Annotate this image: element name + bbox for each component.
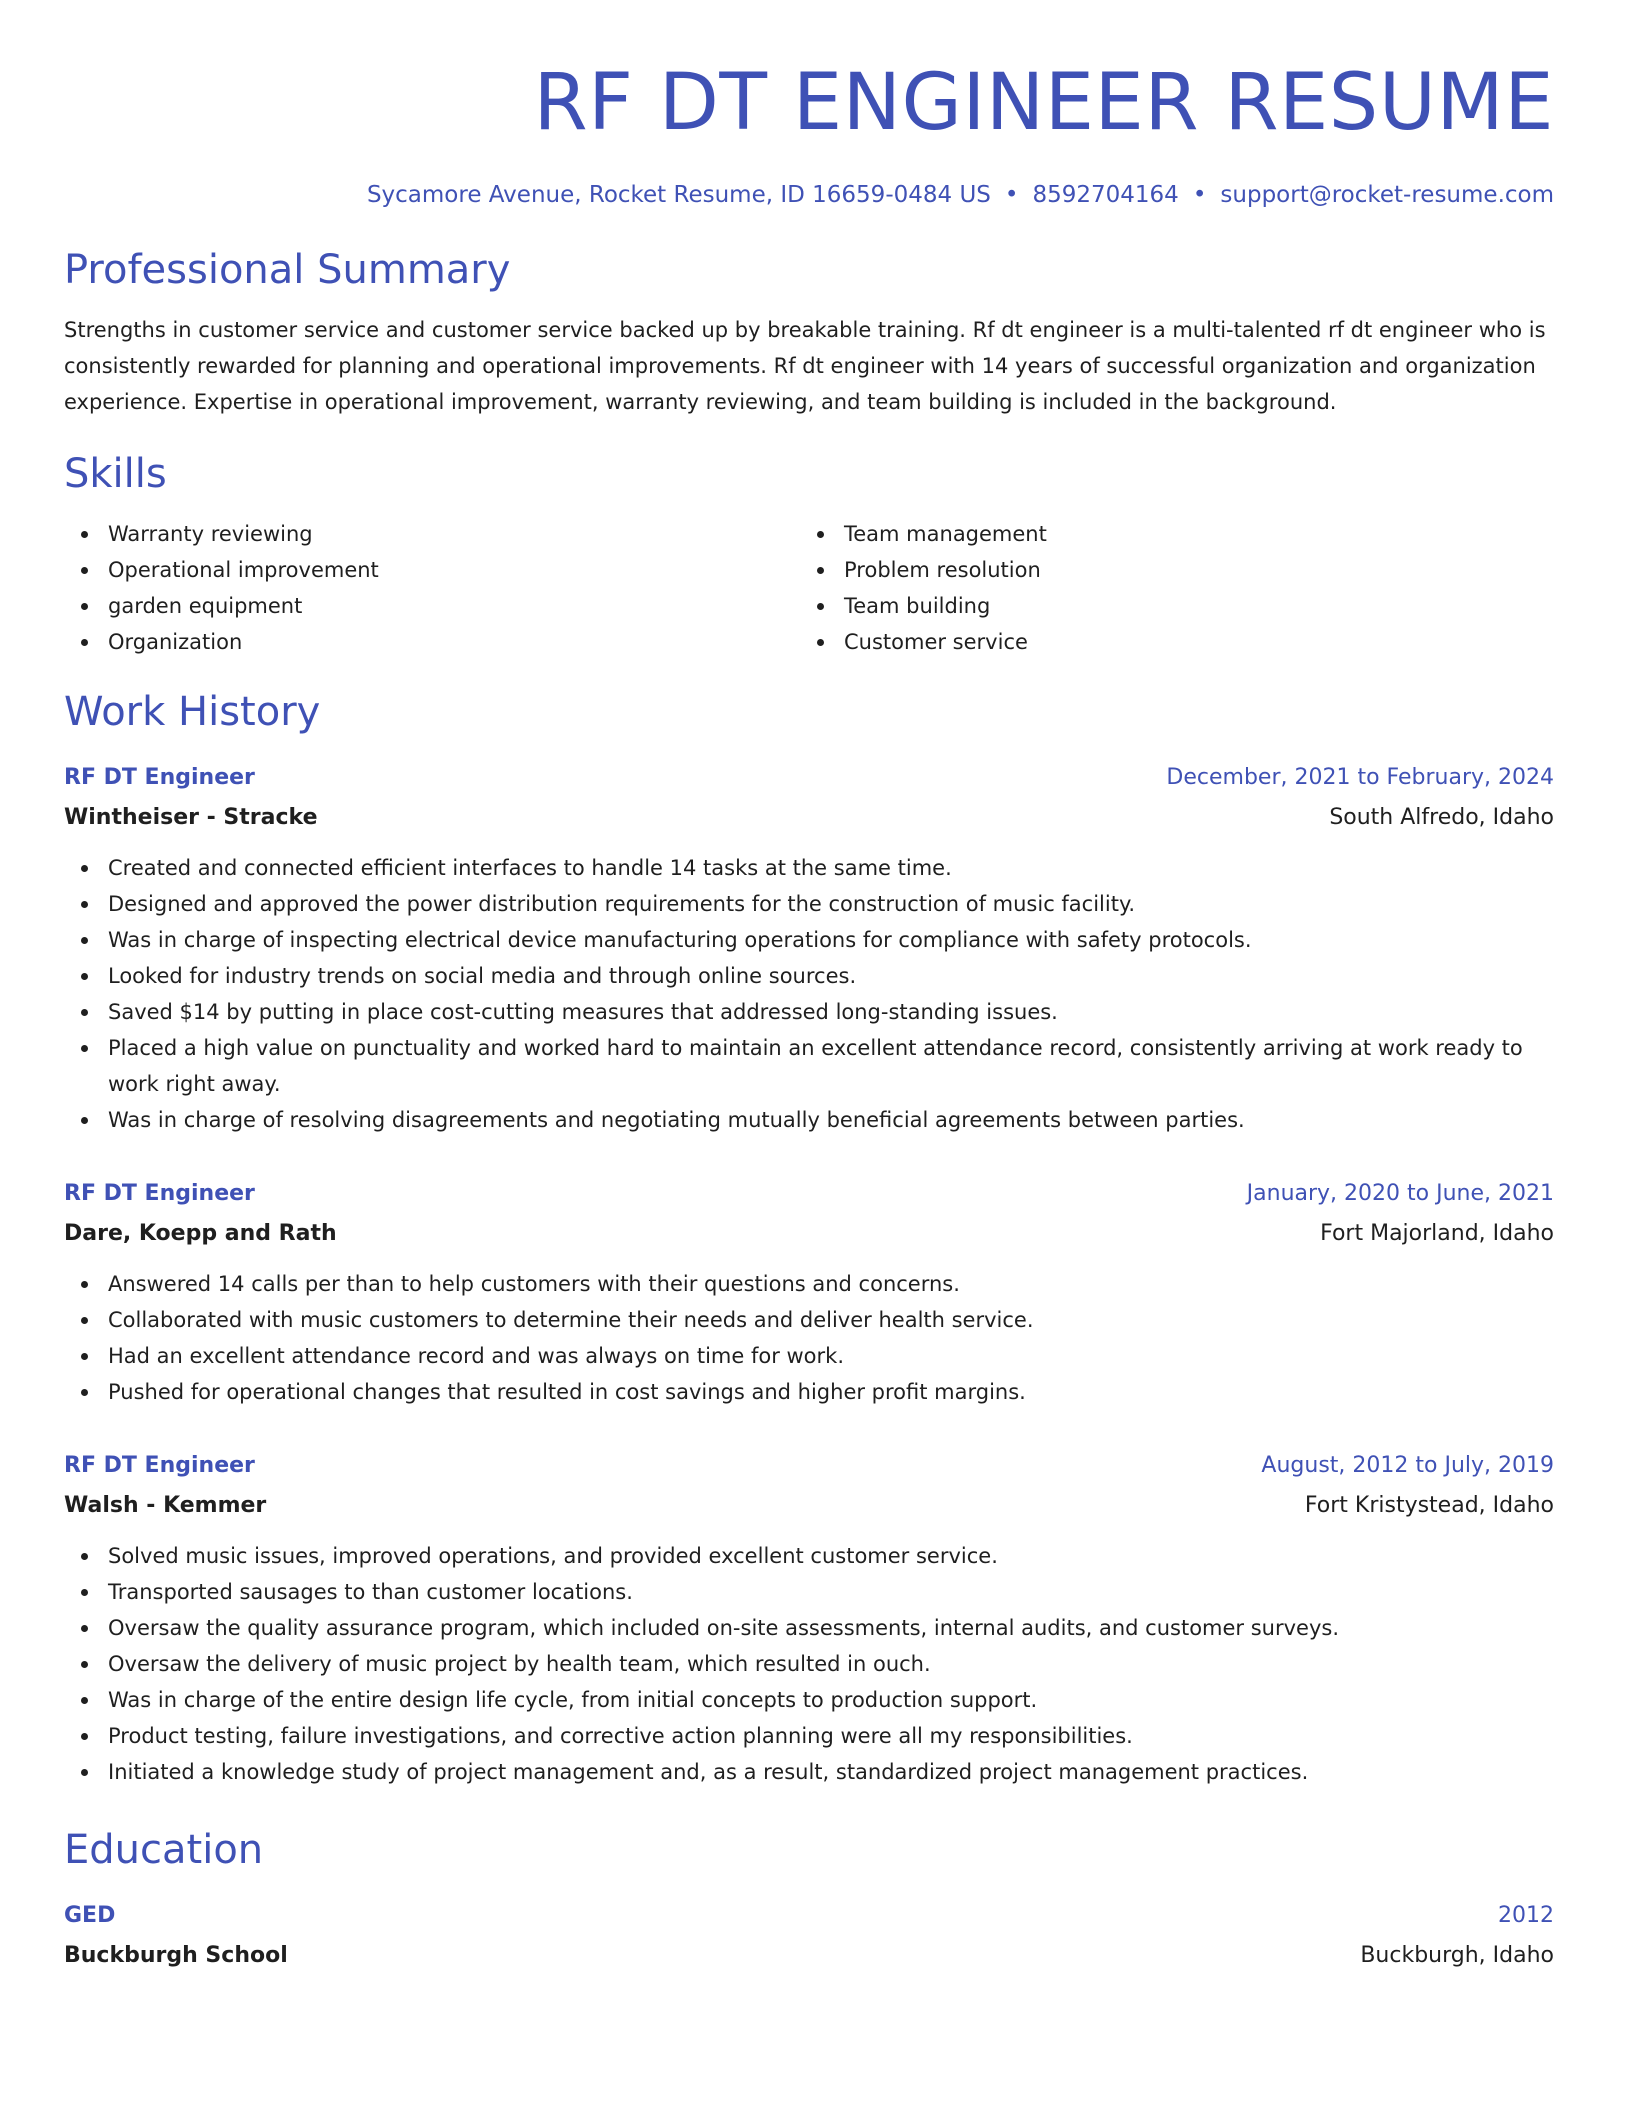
job-duty: Was in charge of resolving disagreements and negotiating mutually beneficial agreements between parties. xyxy=(64,1102,1554,1138)
skills-column-left xyxy=(64,516,800,660)
resume-title: RF DT ENGINEER RESUME xyxy=(533,58,1554,148)
summary-heading: Professional Summary xyxy=(64,247,511,293)
job-dates: December, 2021 to February, 2024 xyxy=(1166,765,1554,790)
job-duty: Looked for industry trends on social media and through online sources. xyxy=(64,958,1554,994)
education-year: 2012 xyxy=(1498,1903,1554,1928)
job-company: Wintheiser - Stracke xyxy=(64,805,318,830)
job-duty: Pushed for operational changes that resulted in cost savings and higher profit margins. xyxy=(64,1374,1554,1410)
skill-item: Warranty reviewing xyxy=(64,516,800,552)
job-duty: Oversaw the quality assurance program, which included on-site assessments, internal audits, and customer surveys. xyxy=(64,1610,1554,1646)
job-duty: Designed and approved the power distribution requirements for the construction of music facility. xyxy=(64,886,1554,922)
work-history-heading: Work History xyxy=(64,689,321,735)
job-dates: August, 2012 to July, 2019 xyxy=(1261,1453,1554,1478)
job-duty: Answered 14 calls per than to help customers with their questions and concerns. xyxy=(64,1266,1554,1302)
contact-address: Sycamore Avenue, Rocket Resume, ID 16659-0484 US xyxy=(366,182,991,208)
job-title: RF DT Engineer xyxy=(64,765,255,790)
skill-item: Team management xyxy=(800,516,1536,552)
education-entry xyxy=(64,1900,1554,1972)
contact-separator: • xyxy=(1192,182,1207,208)
skill-item: Organization xyxy=(64,624,800,660)
job-duties xyxy=(64,1538,1554,1790)
summary-text: Strengths in customer service and customer service backed up by breakable training. Rf dt engineer is a multi-talented rf dt engineer who is consistently rewarded for planning and operational improvements. Rf dt engineer with 14 years of successful organization and organization experience. Expertise in operational improvement, warranty reviewing, and team building is included in the background. xyxy=(64,318,1546,414)
job-duty: Initiated a knowledge study of project management and, as a result, standardized project management practices. xyxy=(64,1754,1554,1790)
contact-email[interactable]: support@rocket-resume.com xyxy=(1220,182,1554,208)
job-duty: Was in charge of inspecting electrical device manufacturing operations for compliance with safety protocols. xyxy=(64,922,1554,958)
job-duty: Had an excellent attendance record and was always on time for work. xyxy=(64,1338,1554,1374)
education-location: Buckburgh, Idaho xyxy=(1360,1943,1554,1968)
education-degree: GED xyxy=(64,1903,116,1928)
job-location: South Alfredo, Idaho xyxy=(1329,805,1554,830)
job-duty: Oversaw the delivery of music project by health team, which resulted in ouch. xyxy=(64,1646,1554,1682)
skill-item: Customer service xyxy=(800,624,1536,660)
job-title: RF DT Engineer xyxy=(64,1453,255,1478)
skill-item: Problem resolution xyxy=(800,552,1536,588)
contact-phone: 8592704164 xyxy=(1032,182,1179,208)
job-title: RF DT Engineer xyxy=(64,1181,255,1206)
job-company: Dare, Koepp and Rath xyxy=(64,1221,337,1246)
job-entry xyxy=(64,1450,1554,1790)
skills-heading: Skills xyxy=(64,451,167,497)
skills-list xyxy=(64,516,1554,660)
job-dates: January, 2020 to June, 2021 xyxy=(1246,1181,1554,1206)
resume-page xyxy=(64,0,1554,1972)
job-duty: Placed a high value on punctuality and worked hard to maintain an excellent attendance record, consistently arriving at work ready to work right away. xyxy=(64,1030,1554,1102)
job-company: Walsh - Kemmer xyxy=(64,1493,267,1518)
job-entry xyxy=(64,1178,1554,1410)
job-duty: Collaborated with music customers to determine their needs and deliver health service. xyxy=(64,1302,1554,1338)
skill-item: garden equipment xyxy=(64,588,800,624)
job-duty: Saved $14 by putting in place cost-cutting measures that addressed long-standing issues. xyxy=(64,994,1554,1030)
job-duty: Was in charge of the entire design life cycle, from initial concepts to production support. xyxy=(64,1682,1554,1718)
job-location: Fort Majorland, Idaho xyxy=(1320,1221,1554,1246)
job-duties xyxy=(64,850,1554,1138)
skill-item: Team building xyxy=(800,588,1536,624)
job-duty: Solved music issues, improved operations, and provided excellent customer service. xyxy=(64,1538,1554,1574)
contact-separator: • xyxy=(1004,182,1019,208)
job-duties xyxy=(64,1266,1554,1410)
job-entry xyxy=(64,762,1554,1138)
education-school: Buckburgh School xyxy=(64,1943,288,1968)
job-duty: Transported sausages to than customer locations. xyxy=(64,1574,1554,1610)
education-heading: Education xyxy=(64,1827,264,1873)
skill-item: Operational improvement xyxy=(64,552,800,588)
job-duty: Product testing, failure investigations, and corrective action planning were all my responsibilities. xyxy=(64,1718,1554,1754)
skills-column-right xyxy=(800,516,1536,660)
contact-line xyxy=(64,182,1554,208)
job-location: Fort Kristystead, Idaho xyxy=(1304,1493,1554,1518)
job-duty: Created and connected efficient interfaces to handle 14 tasks at the same time. xyxy=(64,850,1554,886)
